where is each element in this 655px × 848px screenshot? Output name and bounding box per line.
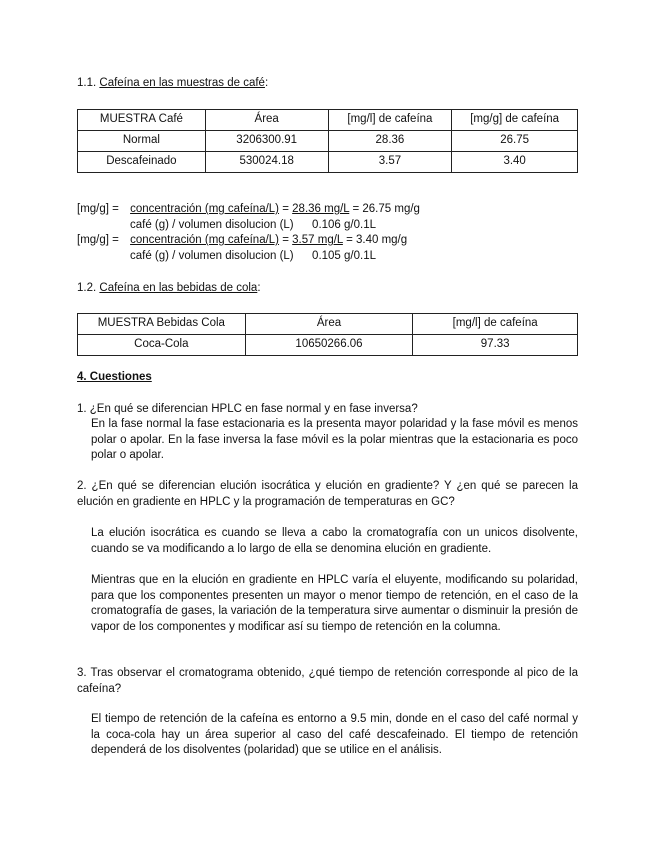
table-row — [78, 131, 578, 152]
answer-2a: La elución isocrática es cuando se lleva a cabo la cromatografía con un unicos disolvente, cuando se va modificando a lo largo de ella se denomina elución en gradiente. — [91, 527, 578, 555]
question-3: 3. Tras observar el cromatograma obtenido, ¿qué tiempo de retención corresponde al pico de la cafeína? — [77, 667, 578, 695]
formula-denominator-value: 0.106 g/0.1L — [312, 219, 376, 231]
table-header-cell: [mg/g] de cafeína — [452, 110, 578, 131]
table-cell: 97.33 — [413, 335, 578, 356]
table-header-cell: Área — [205, 110, 328, 131]
formula-1-denominator-line — [130, 218, 376, 234]
table-header-cell: MUESTRA Café — [78, 110, 206, 131]
table-cell: 10650266.06 — [245, 335, 413, 356]
formula-numerator-text: concentración (mg cafeína/L) — [130, 234, 280, 246]
section-1-1-prefix: 1.1. — [77, 77, 100, 89]
table-header-row — [78, 314, 578, 335]
formula-2-denominator-line — [130, 249, 376, 265]
table-cell: 530024.18 — [205, 152, 328, 173]
table-header-cell: Área — [245, 314, 413, 335]
section-1-1-title: Cafeína en las muestras de café — [99, 77, 265, 89]
answer-3: El tiempo de retención de la cafeína es entorno a 9.5 min, donde en el caso del café normal y la coca-cola hay un área superior al caso del café descafeinado. El tiempo de retención dependerá de los disolventes (polaridad) que se utilice en el análisis. — [91, 713, 578, 756]
table-header-cell: [mg/l] de cafeína — [328, 110, 452, 131]
formula-result: = 26.75 mg/g — [352, 203, 420, 215]
table-cell: 3.40 — [452, 152, 578, 173]
formula-lhs: [mg/g] = — [77, 203, 119, 215]
formula-2-numerator-line — [77, 233, 407, 249]
question-1: 1. ¿En qué se diferencian HPLC en fase normal y en fase inversa? — [77, 403, 418, 415]
table-cell: 26.75 — [452, 131, 578, 152]
table-cell: 3206300.91 — [205, 131, 328, 152]
formula-result: = 3.40 mg/g — [346, 234, 408, 246]
section-1-2-heading — [77, 281, 261, 297]
table-cell: 28.36 — [328, 131, 452, 152]
table-row — [78, 335, 578, 356]
coffee-caffeine-table — [77, 109, 578, 173]
formula-denominator-value: 0.105 g/0.1L — [312, 250, 376, 262]
answer-1: En la fase normal la fase estacionaria es la presenta mayor polaridad y la fase móvil es menos polar o apolar. En la fase inversa la fase móvil es la polar mientras que la estacionaria es poco polar o apolar. — [91, 418, 578, 461]
table-cell: Descafeinado — [78, 152, 206, 173]
section-1-1-heading — [77, 76, 268, 92]
formula-denominator-text: café (g) / volumen disolucion (L) — [130, 219, 294, 231]
formula-equals: = — [282, 203, 289, 215]
section-4-heading: 4. Cuestiones — [77, 371, 152, 383]
formula-denominator-text: café (g) / volumen disolucion (L) — [130, 250, 294, 262]
table-header-row — [78, 110, 578, 131]
section-1-1-suffix: : — [264, 77, 269, 89]
formula-equals: = — [282, 234, 289, 246]
table-cell: Coca-Cola — [78, 335, 246, 356]
answer-2b: Mientras que en la elución en gradiente en HPLC varía el eluyente, modificando su polaridad, para que los componentes presenten un mayor o menor tiempo de retención, en el caso de la cromatografía de gases, la variación de la temperatura sirve aumentar o disminuir la presión de vapor de los componentes y modificar así su tiempo de retención en la columna. — [91, 574, 578, 633]
formula-numerator-value: 28.36 mg/L — [292, 203, 350, 215]
formula-1-numerator-line — [77, 202, 420, 218]
table-cell: 3.57 — [328, 152, 452, 173]
table-cell: Normal — [78, 131, 206, 152]
formula-numerator-text: concentración (mg cafeína/L) — [130, 203, 280, 215]
cola-caffeine-table — [77, 313, 578, 356]
question-2: 2. ¿En qué se diferencian elución isocrática y elución en gradiente? Y ¿en qué se parecen la elución en gradiente en HPLC y la programación de temperaturas en GC? — [77, 480, 578, 508]
section-1-2-suffix: : — [257, 282, 261, 294]
formula-lhs: [mg/g] = — [77, 234, 119, 246]
table-header-cell: MUESTRA Bebidas Cola — [78, 314, 246, 335]
table-row — [78, 152, 578, 173]
section-1-2-prefix: 1.2. — [77, 282, 100, 294]
table-header-cell: [mg/l] de cafeína — [413, 314, 578, 335]
formula-numerator-value: 3.57 mg/L — [292, 234, 343, 246]
section-1-2-title: Cafeína en las bebidas de cola — [99, 282, 258, 294]
